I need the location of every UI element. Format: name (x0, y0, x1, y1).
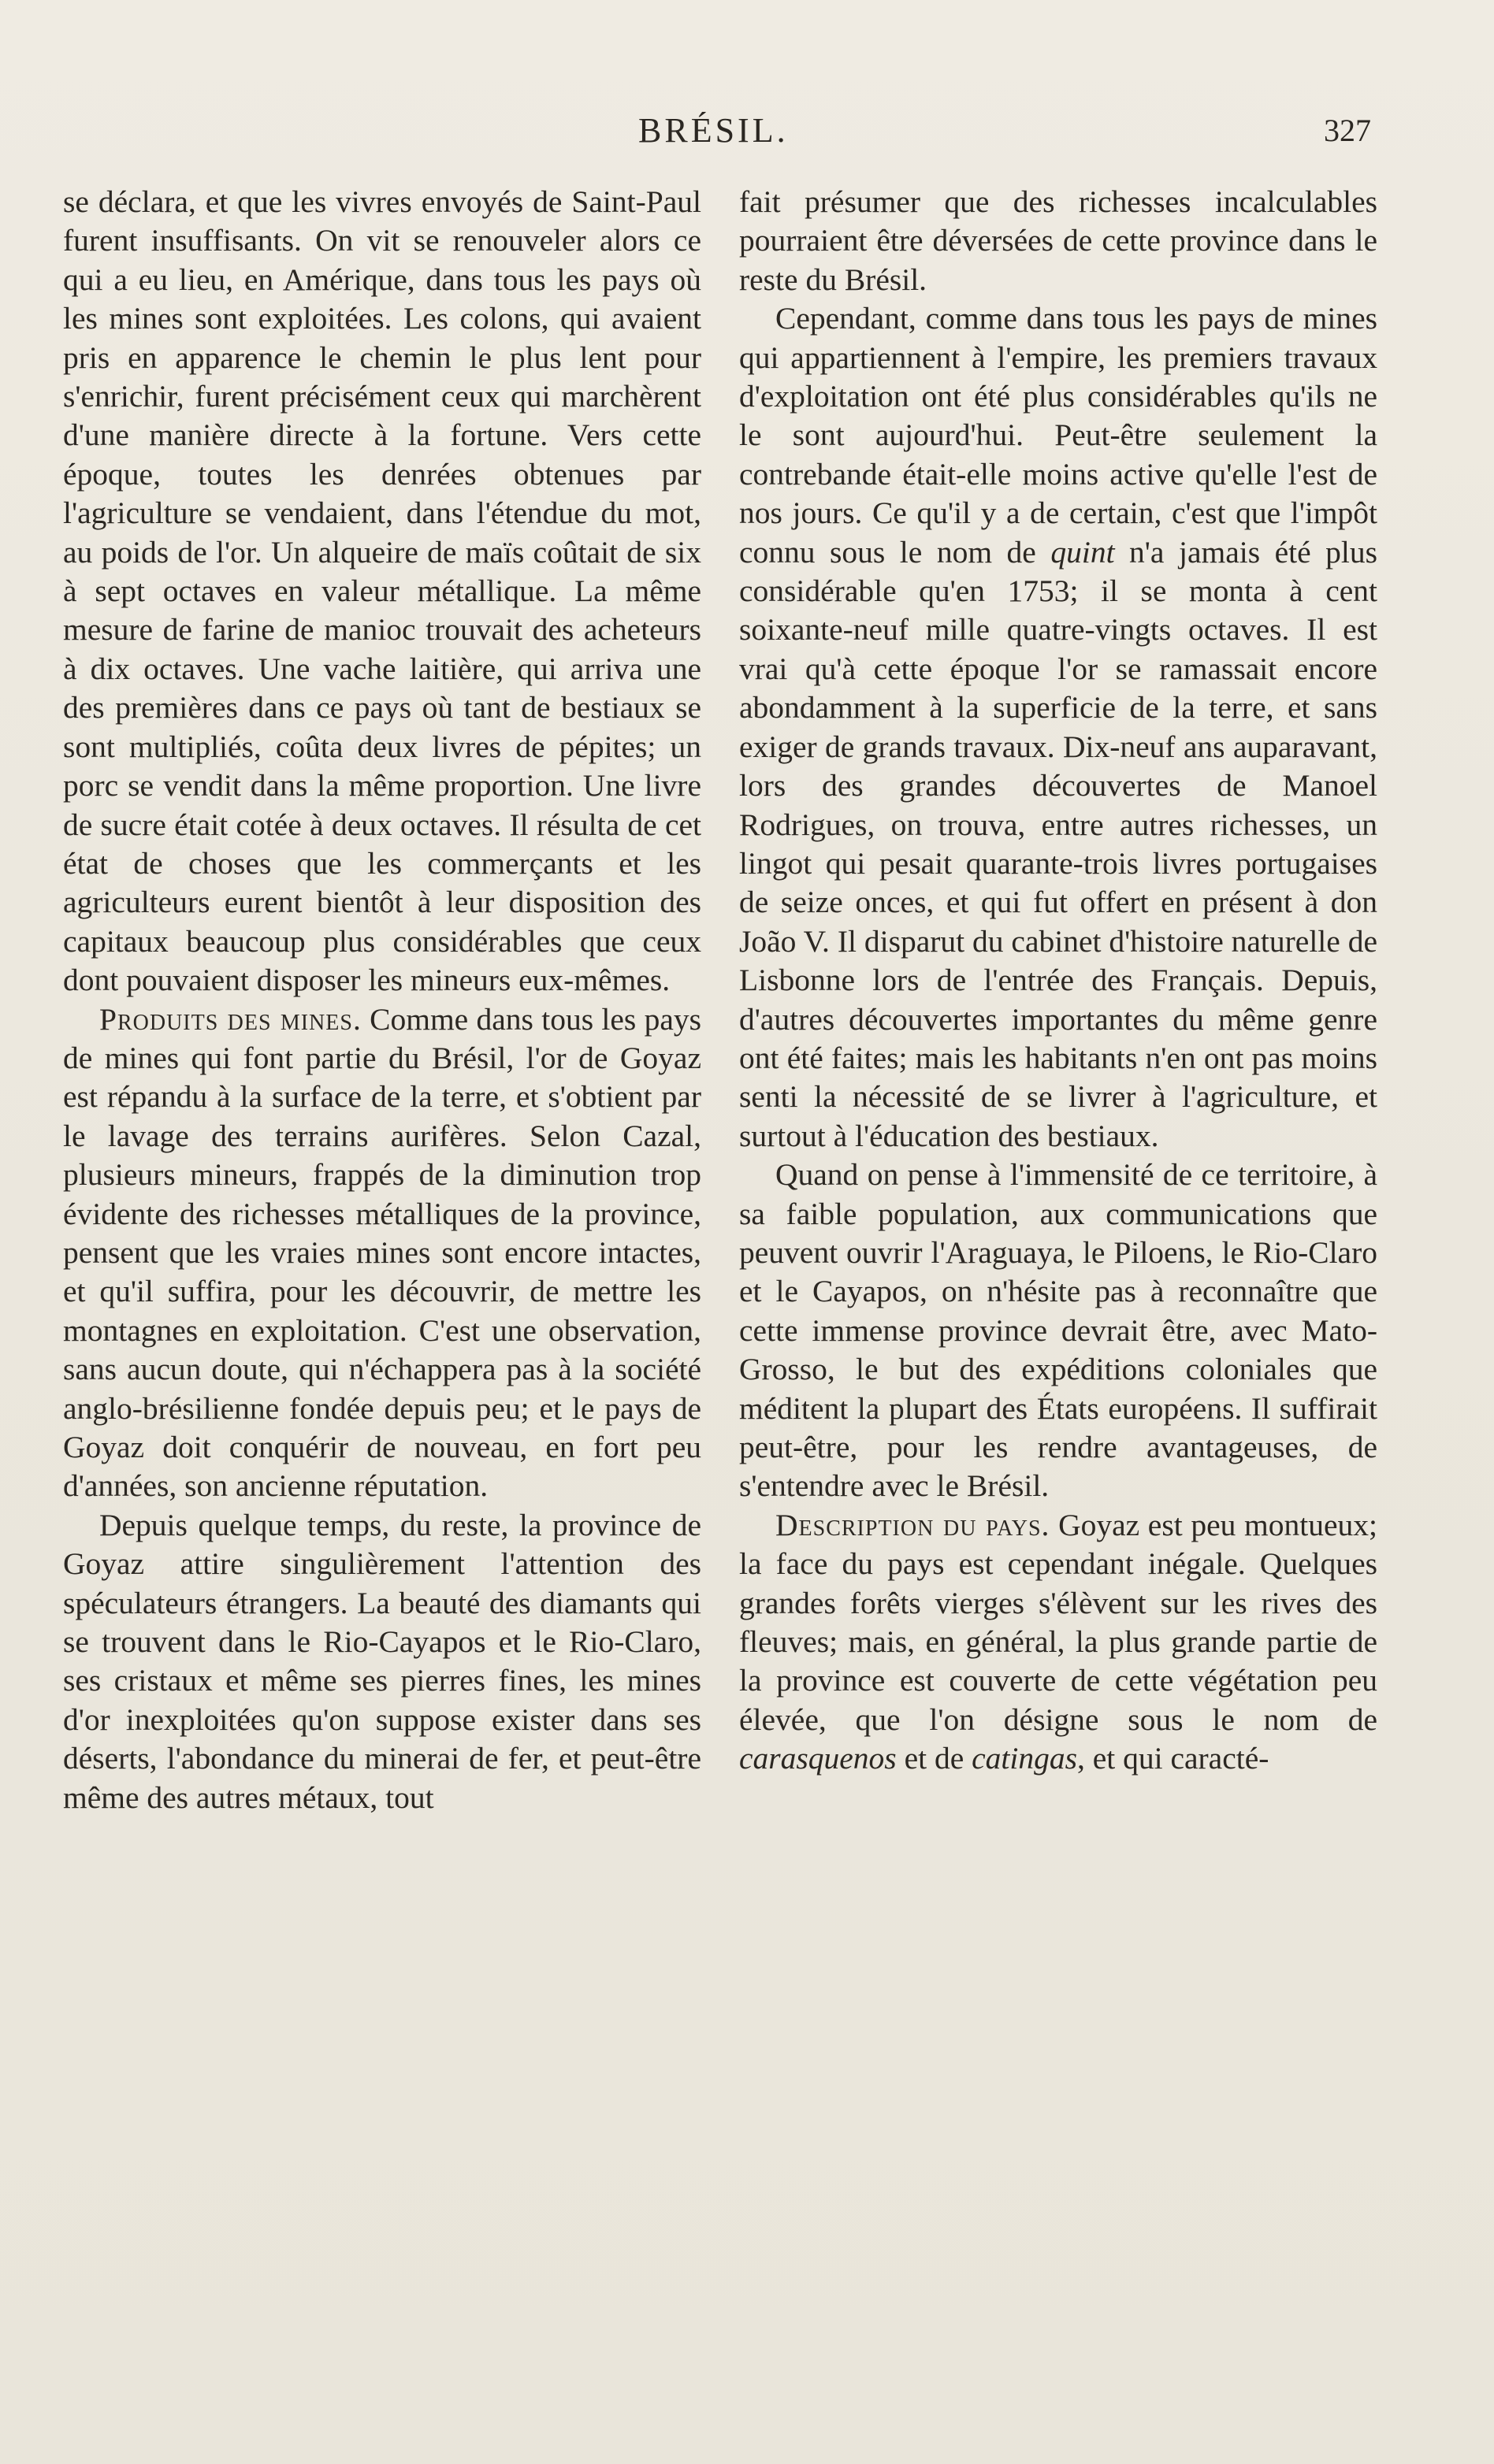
running-title: BRÉSIL. (638, 111, 789, 150)
italic-term: carasquenos (739, 1741, 897, 1776)
paragraph: fait présumer que des richesses incalculables pourraient être déversées de cette province dans le reste du Brésil. (739, 184, 1377, 297)
paragraph-text: Comme dans tous les pays de mines qui font partie du Brésil, l'or de Goyaz est répandu à la surface de la terre, et s'obtient par le lavage des terrains aurifères. Selon Cazal, plusieurs mineurs, frappés de la diminution trop évidente des richesses métalliques de la province, pensent que les vraies mines sont encore intactes, et qu'il suffira, pour les découvrir, de mettre les montagnes en exploitation. C'est une observation, sans aucun doute, qui n'échappera pas à la société anglo-brésilienne fondée depuis peu; et le pays de Goyaz doit conquérir de nouveau, en fort peu d'années, son ancienne réputation. (63, 1001, 701, 1504)
italic-term: quint (1050, 534, 1115, 570)
paragraph-text: et de (896, 1741, 972, 1776)
paragraph: Depuis quelque temps, du reste, la province de Goyaz attire singulièrement l'attention des spéculateurs étrangers. La beauté des diamants qui se trouvent dans le Rio-Cayapos et le Rio-Claro, ses cristaux et même ses pierres fines, les mines d'or inexploitées qu'on suppose exister dans ses déserts, l'abondance du minerai de fer, et peut-être même des autres métaux, tout (63, 1507, 701, 1815)
paragraph-text: n'a jamais été plus considérable qu'en 1753; il se monta à cent soixante-neuf mille quatre-vingts octaves. Il est vrai qu'à cette époque l'or se ramassait encore abondamment à la superficie de la terre, et sans exiger de grands travaux. Dix-neuf ans auparavant, lors des grandes découvertes de Manoel Rodrigues, on trouva, entre autres richesses, un lingot qui pesait quarante-trois livres portugaises de seize onces, et qui fut offert en présent à don João V. Il disparut du cabinet d'histoire naturelle de Lisbonne lors de l'entrée des Français. Depuis, d'autres découvertes importantes du même genre ont été faites; mais les habitants n'en ont pas moins senti la nécessité de se livrer à l'agriculture, et surtout à l'éducation des bestiaux. (739, 534, 1377, 1153)
page-number: 327 (1324, 113, 1371, 148)
paragraph: Quand on pense à l'immensité de ce territoire, à sa faible population, aux communications que peuvent ouvrir l'Araguaya, le Piloens, le Rio-Claro et le Cayapos, on n'hésite pas à reconnaître que cette immense province devrait être, avec Mato-Grosso, le but des expéditions coloniales que méditent la plupart des États européens. Il suffirait peut-être, pour les rendre avantageuses, de s'entendre avec le Brésil. (739, 1157, 1377, 1504)
section-heading-description-du-pays: Description du pays. (775, 1507, 1050, 1542)
paragraph-text: Cependant, comme dans tous les pays de mines qui appartiennent à l'empire, les premiers travaux d'exploitation ont été plus considérables qu'ils ne le sont aujourd'hui. Peut-être seulement la contrebande était-elle moins active qu'elle l'est de nos jours. Ce qu'il y a de certain, c'est que l'impôt connu sous le nom de (739, 301, 1377, 570)
paragraph (739, 299, 1377, 1156)
section-heading-produits-des-mines: Produits des mines. (99, 1001, 362, 1037)
page-header (0, 110, 1494, 158)
paragraph (739, 1506, 1377, 1779)
italic-term: catingas (972, 1741, 1077, 1776)
paragraph: se déclara, et que les vivres envoyés de Saint-Paul furent insuffisants. On vit se renouveler alors ce qui a eu lieu, en Amérique, dans tous les pays où les mines sont exploitées. Les colons, qui avaient pris en apparence le chemin le plus lent pour s'enrichir, furent précisément ceux qui marchèrent d'une manière directe à la fortune. Vers cette époque, toutes les denrées obtenues par l'agriculture se vendaient, dans l'étendue du mot, au poids de l'or. Un alqueire de maïs coûtait de six à sept octaves en valeur métallique. La même mesure de farine de manioc trouvait des acheteurs à dix octaves. Une vache laitière, qui arriva une des premières dans ce pays où tant de bestiaux se sont multipliés, coûta deux livres de pépites; un porc se vendit dans la même proportion. Une livre de sucre était cotée à deux octaves. Il résulta de cet état de choses que les commerçants et les agriculteurs eurent bientôt à leur disposition des capitaux beaucoup plus considérables que ceux dont pouvaient disposer les mineurs eux-mêmes. (63, 184, 701, 998)
paragraph (63, 1000, 701, 1506)
left-column (63, 183, 701, 1817)
paragraph-text: Goyaz est peu montueux; la face du pays est cependant inégale. Quelques grandes forêts vierges s'élèvent sur les rives des fleuves; mais, en général, la plus grande partie de la province est couverte de cette végétation peu élevée, que l'on désigne sous le nom de (739, 1507, 1377, 1737)
right-column (739, 183, 1377, 1779)
paragraph-text: , et qui caracté- (1076, 1741, 1269, 1776)
